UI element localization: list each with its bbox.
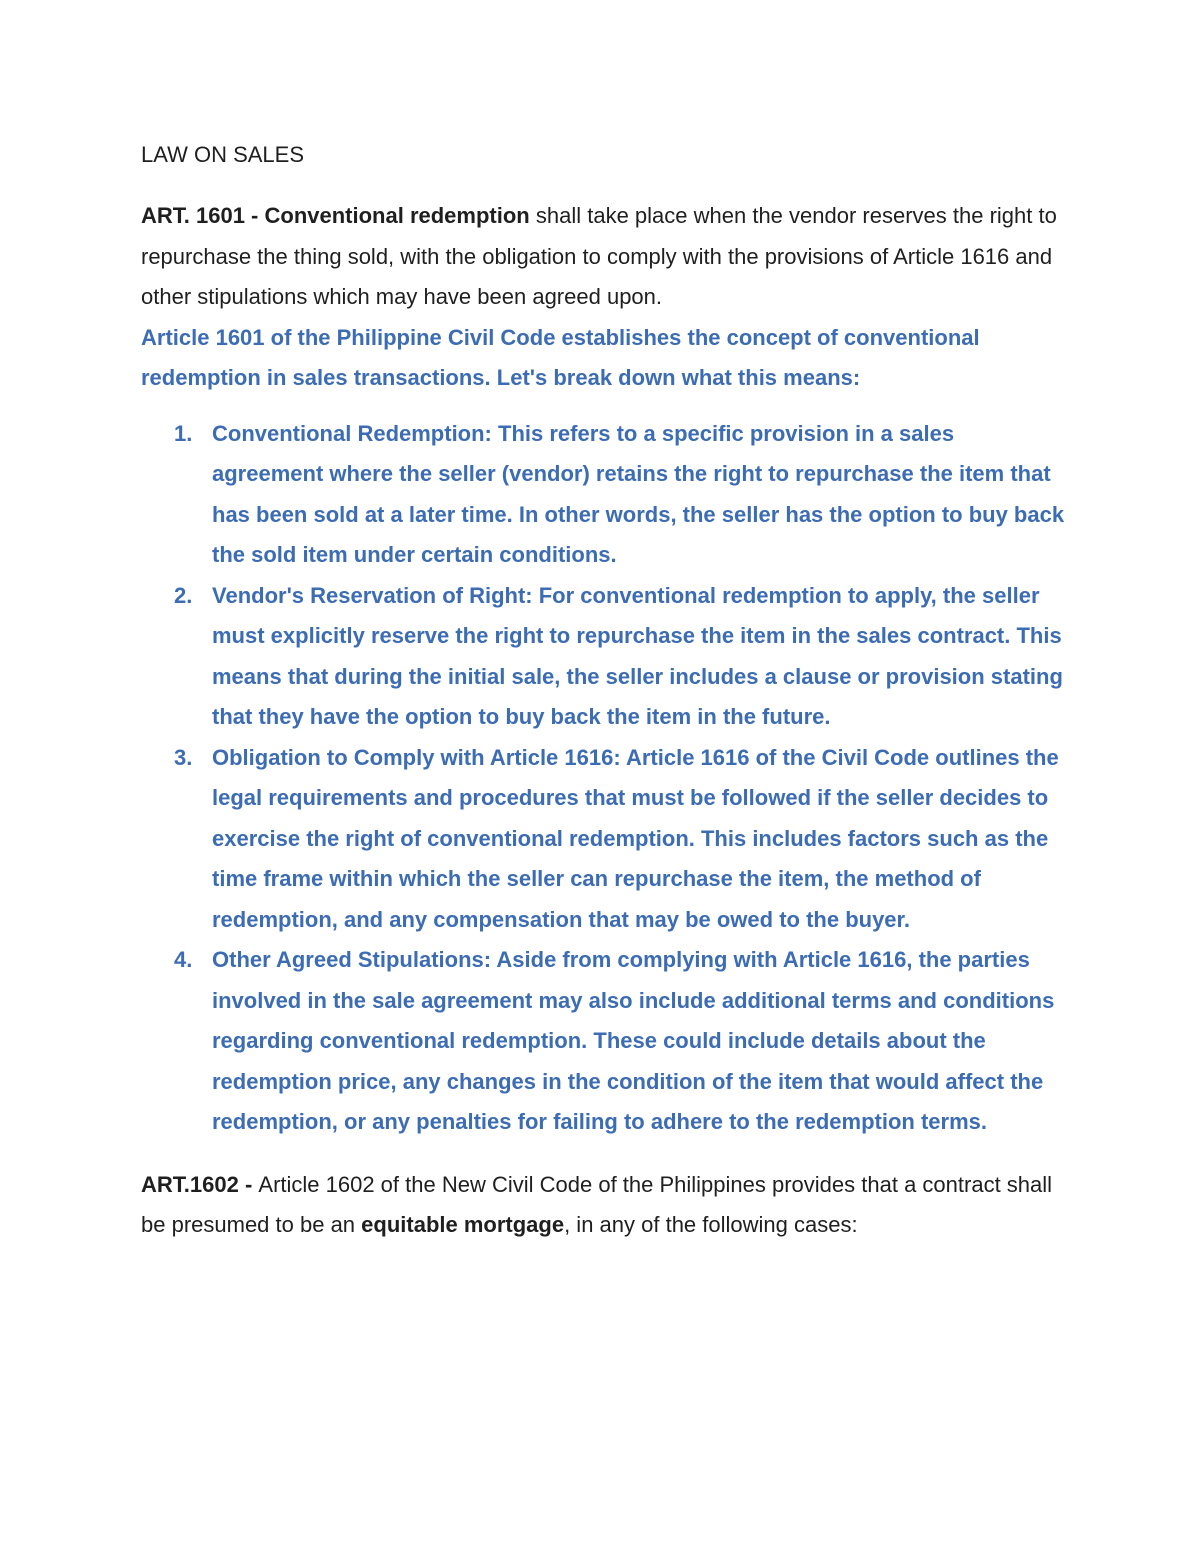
- list-item: [141, 940, 1071, 1143]
- article-1602-term: equitable mortgage: [361, 1212, 565, 1237]
- list-item-text: Other Agreed Stipulations: Aside from complying with Article 1616, the parties involved in the sale agreement may also include additional terms and conditions regarding conventional redemption. These could include details about the redemption price, any changes in the condition of the item that would affect the redemption, or any penalties for failing to adhere to the redemption terms.: [212, 947, 1055, 1134]
- article-1602-paragraph: [141, 1165, 1071, 1246]
- list-item-number: 3.: [174, 744, 193, 770]
- document-title: LAW ON SALES: [141, 142, 305, 167]
- article-1602-text-after: , in any of the following cases:: [564, 1212, 858, 1237]
- article-1601-paragraph: [141, 196, 1071, 318]
- article-1601-label: ART. 1601 -: [141, 203, 265, 228]
- list-item-text: Obligation to Comply with Article 1616: Article 1616 of the Civil Code outlines the legal requirements and procedures that must be followed if the seller decides to exercise the right of conventional redemption. This includes factors such as the time frame within which the seller can repurchase the item, the method of redemption, and any compensation that may be owed to the buyer.: [212, 744, 1059, 932]
- article-1602-text-before: Article 1602 of the New Civil Code of the Philippines provides that a contract shall be presumed to be an: [141, 1171, 1053, 1237]
- article-1601-term: Conventional redemption: [264, 203, 530, 228]
- list-item-text: Vendor's Reservation of Right: For conventional redemption to apply, the seller must explicitly reserve the right to repurchase the item in the sales contract. This means that during the initial sale, the seller includes a clause or provision stating that they have the option to buy back the item in the future.: [212, 582, 1063, 729]
- list-item: [141, 738, 1071, 941]
- list-item-number: 4.: [174, 947, 193, 972]
- list-item: [141, 414, 1071, 576]
- list-item: [141, 576, 1071, 738]
- list-item-number: 2.: [174, 582, 193, 608]
- list-item-number: 1.: [174, 420, 193, 446]
- article-1601-text: shall take place when the vendor reserves the right to repurchase the thing sold, with the obligation to comply with the provisions of Article 1616 and other stipulations which may have been agreed upon.: [141, 203, 1057, 309]
- article-1602-label: ART.1602 -: [141, 1171, 259, 1197]
- article-1601-summary: Article 1601 of the Philippine Civil Code establishes the concept of conventional redemption in sales transactions. Let's break down what this means:: [141, 324, 980, 390]
- document-page: [141, 140, 1071, 1246]
- list-item-text: Conventional Redemption: This refers to a specific provision in a sales agreement where the seller (vendor) retains the right to repurchase the item that has been sold at a later time. In other words, the seller has the option to buy back the sold item under certain conditions.: [212, 420, 1065, 567]
- explanation-list: [141, 414, 1071, 1143]
